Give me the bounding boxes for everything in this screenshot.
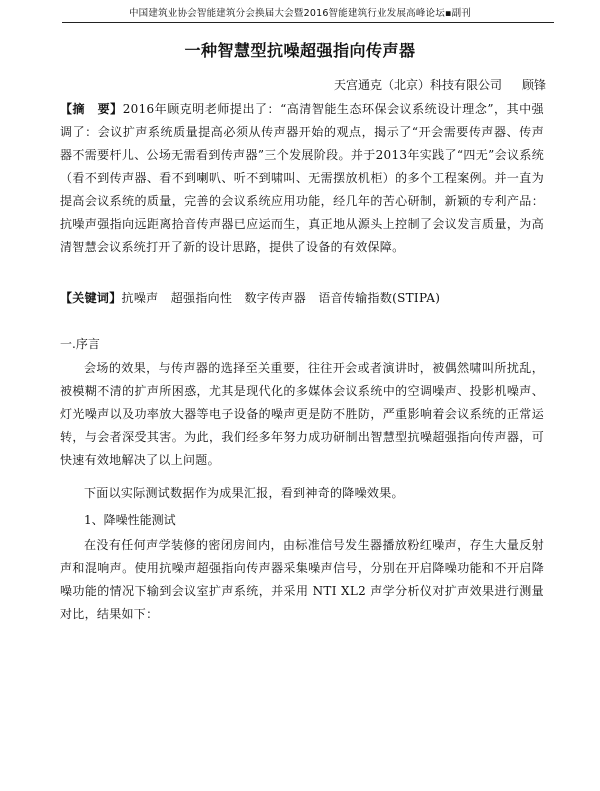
subsection-heading-noise-test: 1、降噪性能测试 — [84, 513, 176, 527]
keywords-label: 【关键词】 — [60, 291, 122, 305]
abstract-text: 2016年顾克明老师提出了：“高清智能生态环保会议系统设计理念”，其中强调了：会议扩声系统质量提高必须从传声器开始的观点，揭示了“开会需要传声器、传声器不需要杆儿、公场无需看到传声器”三个发展阶段。并于2013年实践了“四无”会议系统（看不到传声器、看不到喇叭、听不到啸叫、无需摆放机柜）的多个工程案例。并一直为提高会议系统的质量，完善的会议系统应用功能，经几年的苦心研制，新颖的专利产品：抗噪声强指向远距离拾音传声器已应运而生，真正地从源头上控制了会议发言质量，为高清智慧会议系统打开了新的设计思路，提供了设备的有效保障。 — [60, 102, 544, 254]
keywords-text: 抗噪声 超强指向性 数字传声器 语音传输指数(STIPA) — [121, 291, 441, 305]
body-paragraph-1: 会场的效果，与传声器的选择至关重要，往往开会或者演讲时，被偶然啸叫所扰乱，被模糊不清的扩声所困惑，尤其是现代化的多媒体会议系统中的空调噪声、投影机噪声、灯光噪声以及功率放大器等电子设备的噪声更是防不胜防，严重影响着会议系统的正常运转，与会者深受其害。为此，我们经多年努力成功研制出智慧型抗噪超强指向传声器，可快速有效地解决了以上问题。 — [60, 361, 544, 467]
header-divider — [62, 22, 554, 23]
body-paragraph-2: 下面以实际测试数据作为成果汇报，看到神奇的降噪效果。 — [84, 486, 404, 500]
keywords-paragraph — [60, 287, 544, 310]
running-header: 中国建筑业协会智能建筑分会换届大会暨2016智能建筑行业发展高峰论坛▪副刊 — [128, 8, 472, 19]
article-title: 一种智慧型抗噪超强指向传声器 — [184, 41, 416, 60]
author-line — [334, 76, 546, 93]
section-heading-preface: 一.序言 — [60, 337, 100, 351]
author-name: 顾锋 — [522, 78, 547, 92]
affiliation: 天宫通克（北京）科技有限公司 — [334, 78, 503, 92]
body-paragraph-3: 在没有任何声学装修的密闭房间内，由标准信号发生器播放粉红噪声，存生大量反射声和混响声。使用抗噪声超强指向传声器采集噪声信号，分别在开启降噪功能和不开启降噪功能的情况下输到会议室扩声系统，并采用 NTI XL2 声学分析仪对扩声效果进行测量对比，结果如下： — [60, 538, 544, 621]
abstract-label: 【摘 要】 — [60, 102, 123, 116]
abstract-paragraph — [60, 98, 544, 259]
